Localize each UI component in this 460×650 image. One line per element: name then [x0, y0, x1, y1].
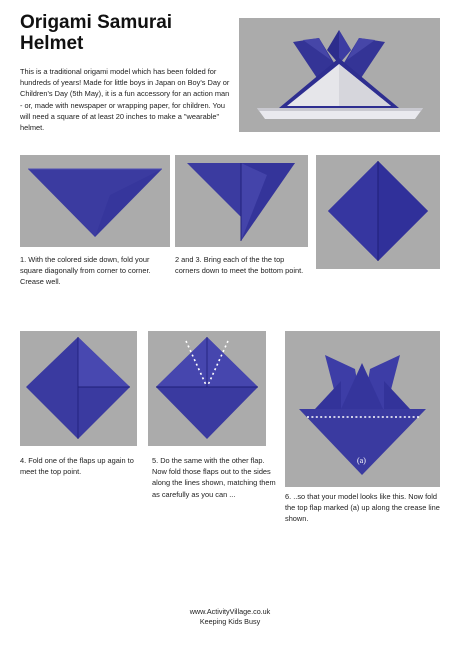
page-title: Origami Samurai Helmet — [20, 12, 173, 54]
photo-step-3 — [316, 155, 440, 269]
footer-site[interactable]: www.ActivityVillage.co.uk — [189, 607, 271, 616]
photo-step-1 — [20, 155, 170, 247]
photo-step-6 — [285, 331, 440, 487]
intro-text: This is a traditional origami model which has been folded for hundreds of years! Made for little boys in Japan on Boy's Day or Children's Day (5th May), it is a fun accessory for an action man - or, made with newspaper or wrapping paper, for children. You will need a square of at least 20 inches to make a "wearable" helmet. — [20, 67, 230, 133]
caption-step-2-3: 2 and 3. Bring each of the the top corners down to meet the bottom point. — [175, 255, 304, 276]
footer-tagline: Keeping Kids Busy — [199, 617, 261, 626]
caption-step-1: 1. With the colored side down, fold your square diagonally from corner to corner. Crease well. — [20, 255, 151, 287]
photo-step-4 — [20, 331, 137, 446]
caption-step-6: 6. ..so that your model looks like this. Now fold the top flap marked (a) up along the crease line shown. — [285, 492, 440, 524]
caption-step-5: 5. Do the same with the other flap. Now fold those flaps out to the sides along the lines shown, matching them as carefully as you can ... — [152, 456, 276, 499]
caption-step-4: 4. Fold one of the flaps up again to meet the top point. — [20, 456, 134, 477]
photo-step-2 — [175, 155, 308, 247]
photo-finished-helmet — [239, 18, 440, 132]
photo-step-5 — [148, 331, 266, 446]
flap-a-label: (a) — [357, 456, 366, 465]
